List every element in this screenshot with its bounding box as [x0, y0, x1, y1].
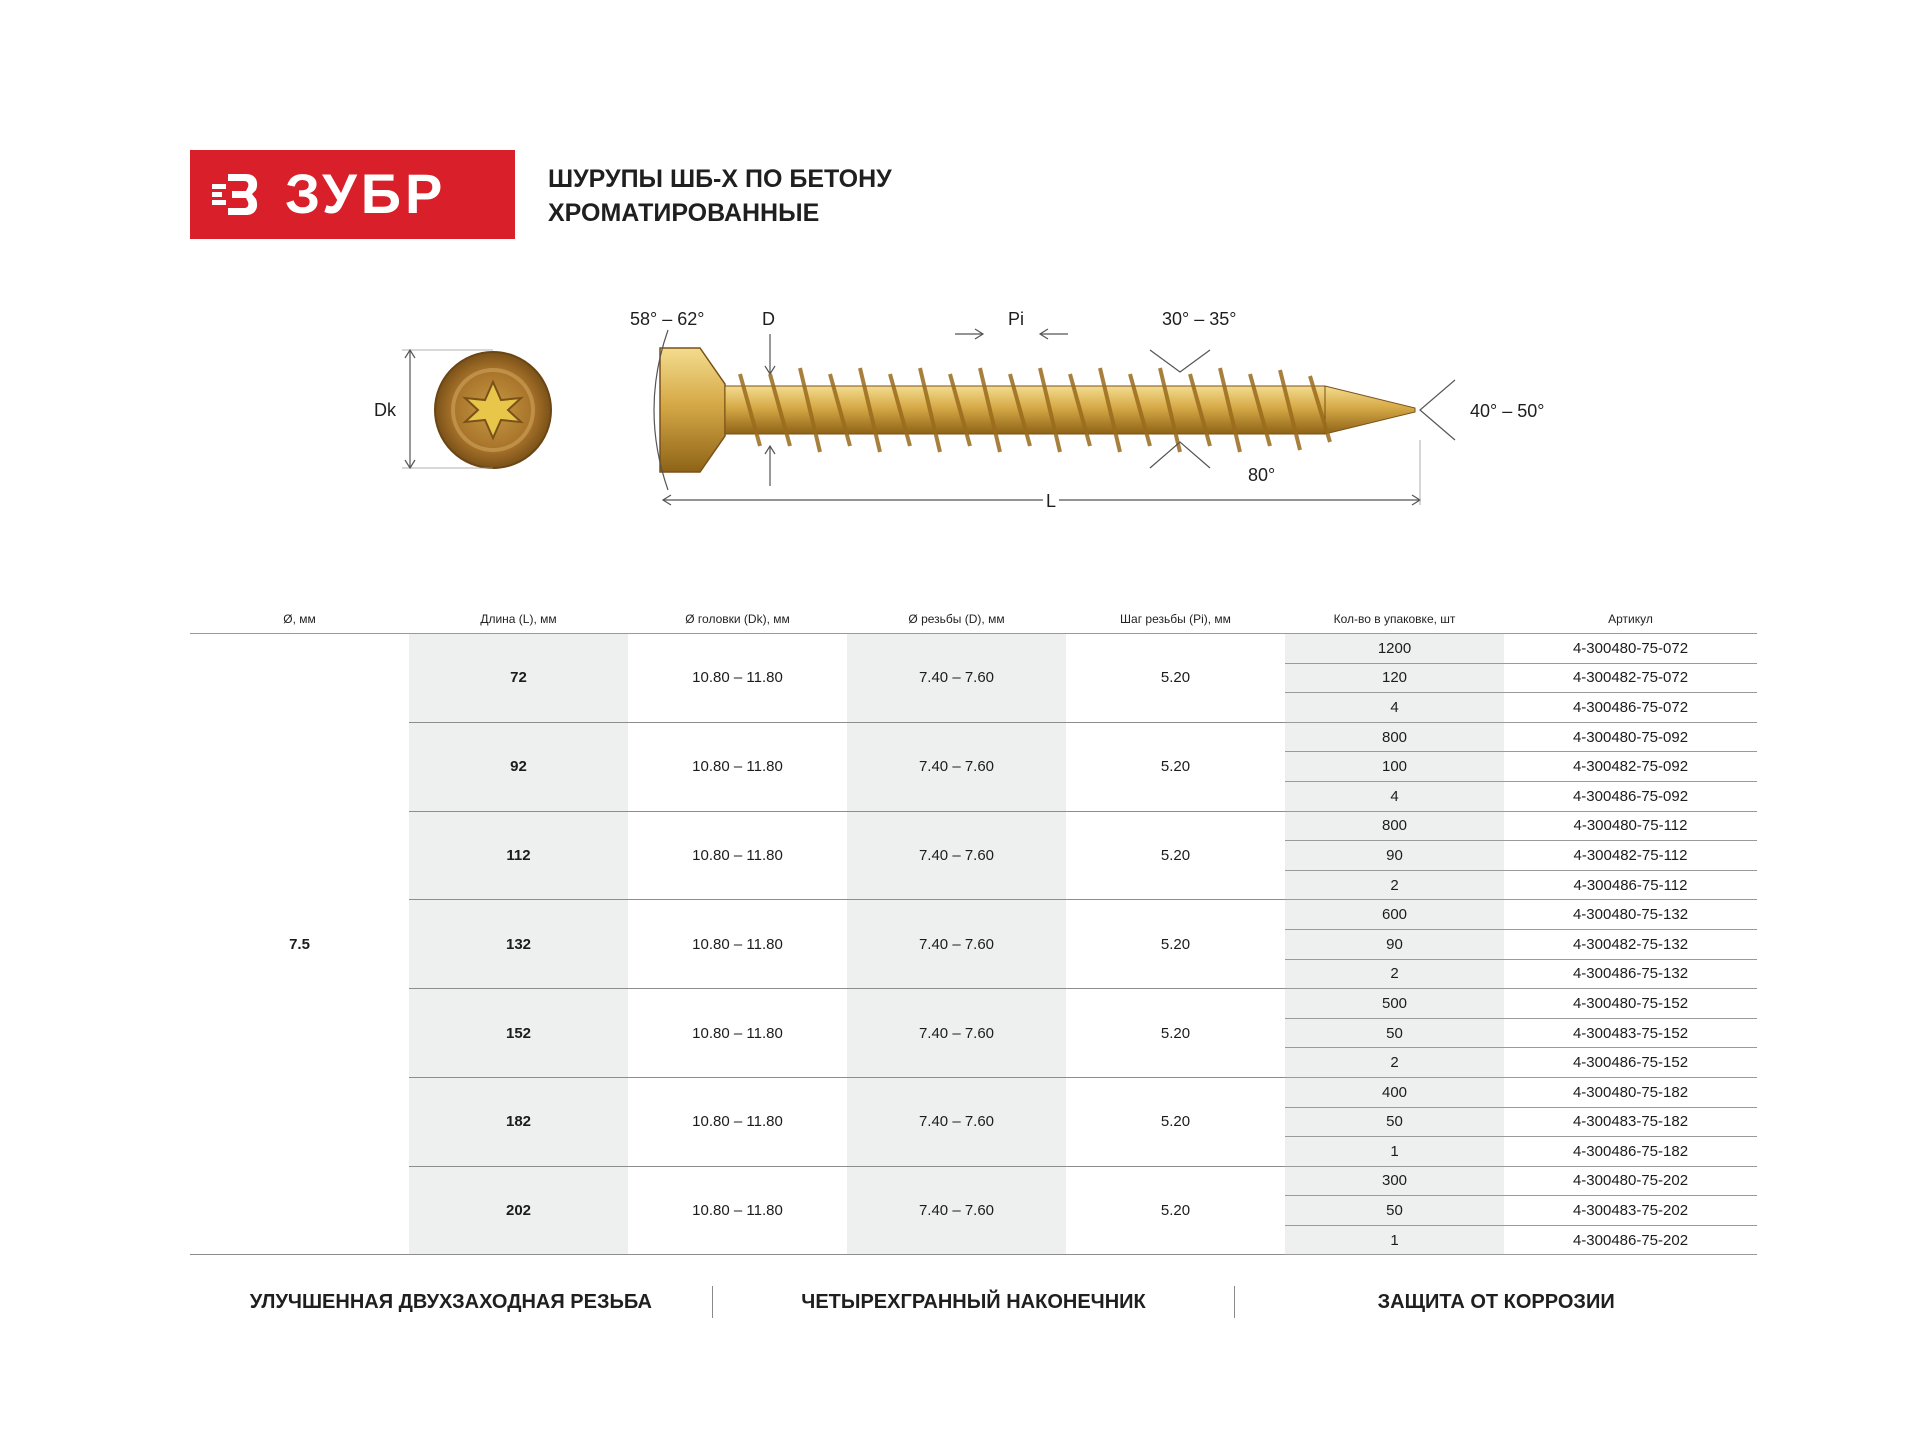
dim-dk-label: Dk	[374, 400, 396, 420]
thread-diameter-cell: 7.40 – 7.60	[847, 722, 1066, 811]
length-cell: 72	[409, 634, 628, 723]
col-header-thread-diameter: Ø резьбы (D), мм	[847, 605, 1066, 634]
head-diameter-cell: 10.80 – 11.80	[628, 1077, 847, 1166]
quantity-cell: 100	[1285, 752, 1504, 782]
quantity-cell: 2	[1285, 959, 1504, 989]
quantity-cell: 1	[1285, 1137, 1504, 1167]
thread-diameter-cell: 7.40 – 7.60	[847, 634, 1066, 723]
pitch-cell: 5.20	[1066, 1166, 1285, 1255]
article-cell: 4-300486-75-072	[1504, 693, 1757, 723]
quantity-cell: 4	[1285, 781, 1504, 811]
article-cell: 4-300480-75-202	[1504, 1166, 1757, 1196]
length-cell: 182	[409, 1077, 628, 1166]
quantity-cell: 300	[1285, 1166, 1504, 1196]
dim-d-label: D	[762, 309, 775, 329]
article-cell: 4-300482-75-132	[1504, 929, 1757, 959]
table-row	[190, 900, 1757, 930]
quantity-cell: 600	[1285, 900, 1504, 930]
article-cell: 4-300482-75-072	[1504, 663, 1757, 693]
length-cell: 112	[409, 811, 628, 900]
quantity-cell: 2	[1285, 870, 1504, 900]
article-cell: 4-300486-75-202	[1504, 1225, 1757, 1255]
article-cell: 4-300480-75-182	[1504, 1077, 1757, 1107]
pitch-cell: 5.20	[1066, 1077, 1285, 1166]
table-row	[190, 634, 1757, 664]
quantity-cell: 4	[1285, 693, 1504, 723]
article-cell: 4-300480-75-152	[1504, 989, 1757, 1019]
quantity-cell: 1200	[1285, 634, 1504, 664]
dim-length-label: L	[1046, 491, 1057, 511]
table-row	[190, 1166, 1757, 1196]
thread-diameter-cell: 7.40 – 7.60	[847, 1166, 1066, 1255]
quantity-cell: 90	[1285, 929, 1504, 959]
dim-head-angle: 58° – 62°	[630, 309, 705, 329]
length-cell: 132	[409, 900, 628, 989]
quantity-cell: 50	[1285, 1018, 1504, 1048]
quantity-cell: 2	[1285, 1048, 1504, 1078]
article-cell: 4-300483-75-202	[1504, 1196, 1757, 1226]
thread-diameter-cell: 7.40 – 7.60	[847, 989, 1066, 1078]
article-cell: 4-300482-75-092	[1504, 752, 1757, 782]
brand-logo	[190, 150, 515, 239]
dim-thread-v-angle: 80°	[1248, 465, 1276, 485]
screw-head-front-view	[435, 352, 551, 468]
quantity-cell: 1	[1285, 1225, 1504, 1255]
length-cell: 152	[409, 989, 628, 1078]
head-diameter-cell: 10.80 – 11.80	[628, 634, 847, 723]
quantity-cell: 400	[1285, 1077, 1504, 1107]
article-cell: 4-300483-75-182	[1504, 1107, 1757, 1137]
product-title	[548, 162, 892, 230]
pitch-cell: 5.20	[1066, 722, 1285, 811]
article-cell: 4-300480-75-112	[1504, 811, 1757, 841]
dim-thread-angle: 30° – 35°	[1162, 309, 1237, 329]
feature-tip: ЧЕТЫРЕХГРАННЫЙ НАКОНЕЧНИК	[801, 1291, 1146, 1313]
screw-side-view	[660, 348, 1415, 472]
quantity-cell: 50	[1285, 1107, 1504, 1137]
diameter-cell: 7.5	[190, 634, 409, 1255]
article-cell: 4-300486-75-182	[1504, 1137, 1757, 1167]
features-bar	[190, 1283, 1757, 1321]
pitch-cell: 5.20	[1066, 634, 1285, 723]
article-cell: 4-300486-75-152	[1504, 1048, 1757, 1078]
brand-mark-icon	[212, 172, 260, 217]
head-diameter-cell: 10.80 – 11.80	[628, 1166, 847, 1255]
length-cell: 202	[409, 1166, 628, 1255]
pitch-cell: 5.20	[1066, 989, 1285, 1078]
quantity-cell: 800	[1285, 722, 1504, 752]
table-row	[190, 722, 1757, 752]
dim-tip-angle: 40° – 50°	[1470, 401, 1545, 421]
dim-pi-label: Pi	[1008, 309, 1025, 329]
col-header-diameter: Ø, мм	[190, 605, 409, 634]
table-row	[190, 1077, 1757, 1107]
quantity-cell: 800	[1285, 811, 1504, 841]
thread-diameter-cell: 7.40 – 7.60	[847, 1077, 1066, 1166]
quantity-cell: 50	[1285, 1196, 1504, 1226]
head-diameter-cell: 10.80 – 11.80	[628, 722, 847, 811]
article-cell: 4-300486-75-092	[1504, 781, 1757, 811]
col-header-length: Длина (L), мм	[409, 605, 628, 634]
article-cell: 4-300486-75-112	[1504, 870, 1757, 900]
head-diameter-cell: 10.80 – 11.80	[628, 900, 847, 989]
col-header-quantity: Кол-во в упаковке, шт	[1285, 605, 1504, 634]
table-row	[190, 811, 1757, 841]
col-header-head-diameter: Ø головки (Dk), мм	[628, 605, 847, 634]
feature-corrosion: ЗАЩИТА ОТ КОРРОЗИИ	[1377, 1291, 1615, 1313]
feature-thread: УЛУЧШЕННАЯ ДВУХЗАХОДНАЯ РЕЗЬБА	[249, 1291, 652, 1313]
article-cell: 4-300486-75-132	[1504, 959, 1757, 989]
head-diameter-cell: 10.80 – 11.80	[628, 989, 847, 1078]
thread-diameter-cell: 7.40 – 7.60	[847, 900, 1066, 989]
table-row	[190, 989, 1757, 1019]
quantity-cell: 500	[1285, 989, 1504, 1019]
title-line-2: ХРОМАТИРОВАННЫЕ	[548, 199, 820, 227]
article-cell: 4-300480-75-092	[1504, 722, 1757, 752]
article-cell: 4-300483-75-152	[1504, 1018, 1757, 1048]
spec-table	[190, 605, 1757, 1255]
article-cell: 4-300480-75-132	[1504, 900, 1757, 930]
brand-name: ЗУБР	[285, 162, 447, 225]
thread-diameter-cell: 7.40 – 7.60	[847, 811, 1066, 900]
pitch-cell: 5.20	[1066, 811, 1285, 900]
quantity-cell: 90	[1285, 841, 1504, 871]
article-cell: 4-300482-75-112	[1504, 841, 1757, 871]
length-cell: 92	[409, 722, 628, 811]
article-cell: 4-300480-75-072	[1504, 634, 1757, 664]
col-header-article: Артикул	[1504, 605, 1757, 634]
quantity-cell: 120	[1285, 663, 1504, 693]
pitch-cell: 5.20	[1066, 900, 1285, 989]
title-line-1: ШУРУПЫ ШБ-Х ПО БЕТОНУ	[548, 165, 892, 193]
screw-drawing	[374, 290, 1580, 530]
head-diameter-cell: 10.80 – 11.80	[628, 811, 847, 900]
col-header-pitch: Шаг резьбы (Pi), мм	[1066, 605, 1285, 634]
